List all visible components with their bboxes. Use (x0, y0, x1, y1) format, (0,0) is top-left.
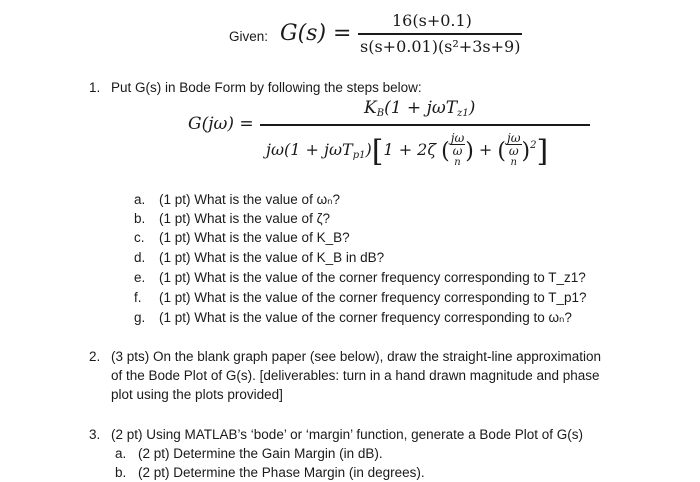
q3-item-b-letter: b. (115, 465, 127, 480)
q1-item-a-letter: a. (134, 192, 146, 207)
given-numerator: 16(s+0.1) (392, 11, 472, 30)
q3-number: 3. (89, 427, 101, 442)
q3-item-b-text: (2 pt) Determine the Phase Margin (in degrees). (138, 465, 425, 480)
q1-number: 1. (89, 80, 101, 95)
q1-item-d-letter: d. (134, 250, 146, 265)
q1-item-g-letter: g. (134, 310, 146, 325)
q1-item-f-text: (1 pt) What is the value of the corner frequency corresponding to T_p1? (159, 290, 587, 305)
q3-item-a-text: (2 pt) Determine the Gain Margin (in dB). (138, 446, 383, 461)
q1-item-a-text: (1 pt) What is the value of ωₙ? (159, 192, 340, 207)
q1-item-c-text: (1 pt) What is the value of K_B? (159, 230, 350, 245)
bode-form-fraction-bar (260, 124, 590, 126)
q2-line-3: plot using the plots provided] (111, 387, 283, 402)
bode-form-lhs: G(jω) = (188, 114, 254, 134)
q3-item-a-letter: a. (115, 446, 127, 461)
q2-line-1: (3 pts) On the blank graph paper (see below), draw the straight-line approximation (111, 349, 602, 364)
q1-intro: Put G(s) in Bode Form by following the steps below: (111, 80, 422, 95)
given-label: Given: (229, 29, 269, 44)
q1-item-b-text: (1 pt) What is the value of ζ? (159, 211, 331, 226)
bode-form-numerator: $K_B(1 + j\omega T_{z1})$ (364, 98, 476, 119)
given-lhs: G(s) = (280, 21, 352, 46)
given-denominator: s(s+0.01)(s²+3s+9) (360, 37, 521, 56)
q2-number: 2. (89, 349, 101, 364)
q1-item-b-letter: b. (134, 211, 146, 226)
bode-form-denominator: jω(1 + jωT$_{p1}$)[1 + 2ζ ( jω ω n ) + ( jω ω n )$^2$] (266, 131, 549, 169)
q1-item-f-letter: f. (134, 290, 142, 305)
q1-item-d-text: (1 pt) What is the value of K_B in dB? (159, 250, 385, 265)
q1-item-g-text: (1 pt) What is the value of the corner frequency corresponding to ωₙ? (159, 310, 572, 325)
q3-text: (2 pt) Using MATLAB’s ‘bode’ or ‘margin’ function, generate a Bode Plot of G(s) (111, 427, 583, 442)
given-fraction-bar (358, 33, 522, 35)
q2-line-2: of the Bode Plot of G(s). [deliverables: turn in a hand drawn magnitude and phase (111, 368, 600, 383)
q1-item-e-letter: e. (134, 270, 146, 285)
q1-item-e-text: (1 pt) What is the value of the corner frequency corresponding to T_z1? (159, 270, 586, 285)
q1-item-c-letter: c. (134, 230, 145, 245)
